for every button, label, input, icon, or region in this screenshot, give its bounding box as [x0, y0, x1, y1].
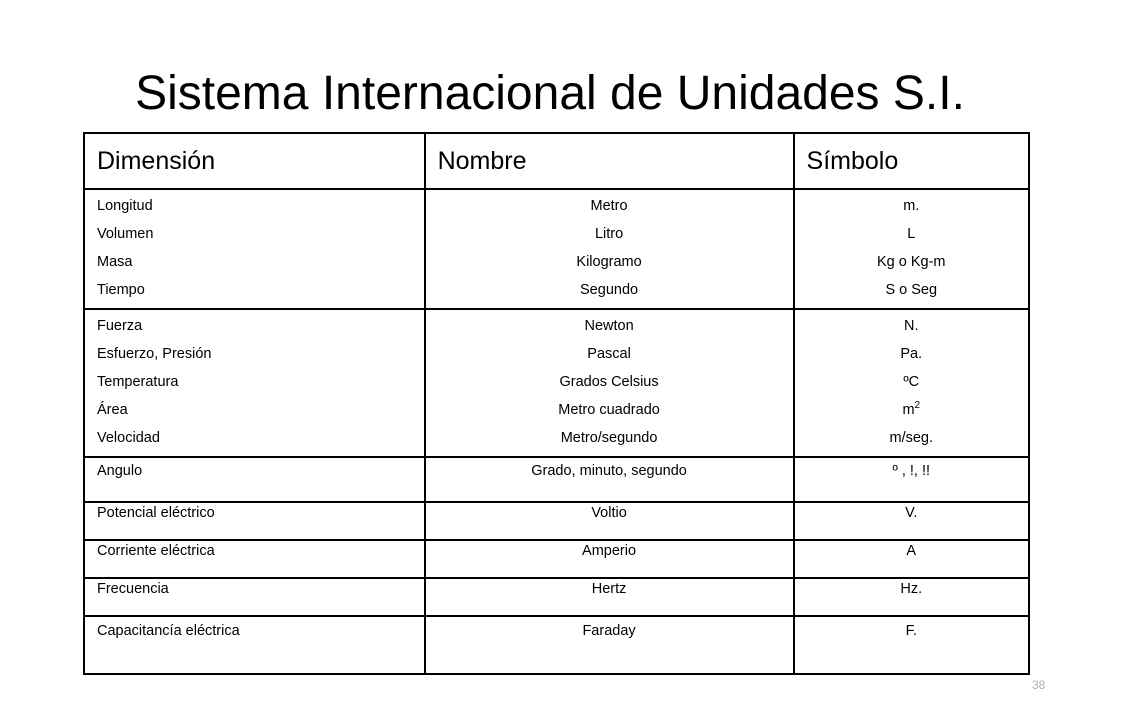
- header-dimension: Dimensión: [84, 133, 425, 189]
- table-row: [84, 616, 1029, 674]
- symbol-cell: [794, 309, 1029, 457]
- table-row: [84, 457, 1029, 502]
- dimension-cell: [84, 309, 425, 457]
- dimension-cell: Corriente eléctrica: [84, 540, 425, 578]
- dimension-text: Área: [97, 402, 128, 418]
- symbol-text: Kg o Kg-m: [877, 254, 946, 270]
- header-name: Nombre: [425, 133, 794, 189]
- name-text: Kilogramo: [576, 254, 642, 270]
- symbol-cell: F.: [794, 616, 1029, 674]
- symbol-cell: Hz.: [794, 578, 1029, 616]
- symbol-cell: º , !, !!: [794, 457, 1029, 502]
- table-row-group-basic: [84, 189, 1029, 309]
- dimension-text: Longitud: [97, 198, 153, 214]
- area-symbol-exponent: 2: [914, 400, 921, 412]
- symbol-cell: [794, 189, 1029, 309]
- page-number: 38: [1032, 678, 1046, 692]
- name-cell: [425, 309, 794, 457]
- table-header-row: [84, 133, 1029, 189]
- dimension-cell: Frecuencia: [84, 578, 425, 616]
- name-text: Metro/segundo: [560, 430, 658, 446]
- symbol-text: m/seg.: [889, 430, 934, 446]
- name-cell: [425, 189, 794, 309]
- table-row-group-derived: [84, 309, 1029, 457]
- dimension-text: Temperatura: [97, 374, 179, 390]
- units-table: [83, 132, 1030, 675]
- dimension-text: Masa: [97, 254, 133, 270]
- symbol-cell: V.: [794, 502, 1029, 540]
- dimension-cell: Potencial eléctrico: [84, 502, 425, 540]
- symbol-text: ºC: [903, 374, 920, 390]
- name-text: Metro cuadrado: [558, 402, 660, 418]
- area-symbol-base: m: [902, 402, 915, 418]
- symbol-text: N.: [904, 318, 919, 334]
- dimension-cell: [84, 189, 425, 309]
- table-row: [84, 540, 1029, 578]
- header-symbol: Símbolo: [794, 133, 1029, 189]
- name-cell: Grado, minuto, segundo: [425, 457, 794, 502]
- dimension-text: Esfuerzo, Presión: [97, 346, 212, 362]
- symbol-text-area: [807, 396, 1016, 424]
- name-cell: Amperio: [425, 540, 794, 578]
- dimension-text: Volumen: [97, 226, 154, 242]
- name-text: Metro: [590, 198, 628, 214]
- dimension-cell: Angulo: [84, 457, 425, 502]
- slide-title: Sistema Internacional de Unidades S.I.: [135, 67, 965, 121]
- symbol-cell: A: [794, 540, 1029, 578]
- name-cell: Faraday: [425, 616, 794, 674]
- table-row: [84, 502, 1029, 540]
- symbol-text: L: [907, 226, 916, 242]
- name-cell: Hertz: [425, 578, 794, 616]
- name-text: Litro: [594, 226, 624, 242]
- dimension-cell: Capacitancía eléctrica: [84, 616, 425, 674]
- dimension-text: Fuerza: [97, 318, 143, 334]
- symbol-text: Pa.: [900, 346, 923, 362]
- dimension-text: Velocidad: [97, 430, 160, 446]
- symbol-text: m.: [903, 198, 920, 214]
- symbol-text: S o Seg: [885, 282, 938, 298]
- name-text: Segundo: [580, 282, 639, 298]
- name-text: Grados Celsius: [559, 374, 659, 390]
- name-text: Pascal: [587, 346, 631, 362]
- name-text: Newton: [584, 318, 634, 334]
- name-cell: Voltio: [425, 502, 794, 540]
- dimension-text: Tiempo: [97, 282, 145, 298]
- table-row: [84, 578, 1029, 616]
